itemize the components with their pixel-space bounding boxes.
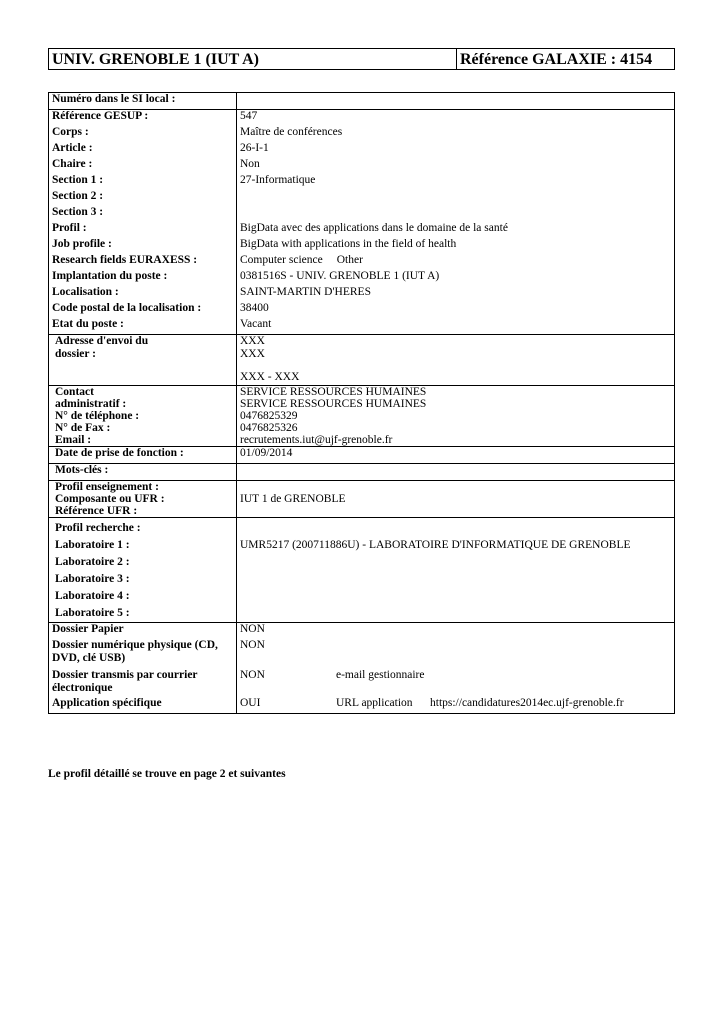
profil-label: Profil : — [49, 222, 237, 238]
table-row — [49, 286, 675, 302]
ref-gesup-label: Référence GESUP : — [49, 110, 237, 127]
dossier-numerique-label: Dossier numérique physique (CD, DVD, clé USB) — [49, 639, 237, 669]
contact-tel: 0476825329 — [240, 410, 298, 422]
dossier-courrier-value — [237, 669, 675, 697]
table-row — [49, 447, 675, 464]
research-fields-label: Research fields EURAXESS : — [49, 254, 237, 270]
galaxie-reference: Référence GALAXIE : 4154 — [460, 51, 653, 68]
table-row — [49, 518, 675, 623]
contact-fax: 0476825326 — [240, 422, 298, 434]
code-postal-label: Code postal de la localisation : — [49, 302, 237, 318]
adresse-value — [237, 335, 675, 386]
contact-label-fax: N° de Fax : — [55, 422, 111, 434]
ref-gesup-value: 547 — [237, 110, 675, 127]
chaire-value: Non — [237, 158, 675, 174]
prise-fonction-value: 01/09/2014 — [237, 447, 675, 464]
table-row — [49, 481, 675, 518]
contact-label-email: Email : — [55, 434, 92, 446]
table-row — [49, 238, 675, 254]
section2-value — [237, 190, 675, 206]
article-value: 26-I-1 — [237, 142, 675, 158]
table-row — [49, 270, 675, 286]
contact-label-admin: administratif : — [55, 398, 127, 410]
chaire-label: Chaire : — [49, 158, 237, 174]
enseignement-label — [49, 481, 237, 518]
adresse-label — [49, 335, 237, 386]
application-value — [237, 697, 675, 714]
lab3-label: Laboratoire 3 : — [55, 573, 130, 585]
job-profile-value: BigData with applications in the field of health — [237, 238, 675, 254]
courrier-extra: e-mail gestionnaire — [336, 669, 425, 681]
table-row — [49, 464, 675, 481]
ref-ufr-label: Référence UFR : — [55, 505, 138, 517]
lab1-value: UMR5217 (200711886U) - LABORATOIRE D'INFORMATIQUE DE GRENOBLE — [240, 539, 631, 551]
composante-label: Composante ou UFR : — [55, 493, 165, 505]
dossier-numerique-value: NON — [237, 639, 675, 669]
table-row — [49, 126, 675, 142]
table-row — [49, 697, 675, 714]
table-row — [49, 335, 675, 386]
corps-label: Corps : — [49, 126, 237, 142]
dossier-papier-label: Dossier Papier — [49, 623, 237, 640]
contact-email: recrutements.iut@ujf-grenoble.fr — [240, 434, 393, 446]
research-field-secondary: Other — [336, 254, 363, 266]
table-row — [49, 206, 675, 222]
contact-label — [49, 386, 237, 447]
contact-value — [237, 386, 675, 447]
contact-label-tel: N° de téléphone : — [55, 410, 140, 422]
research-fields-value — [237, 254, 675, 270]
profil-enseignement-label: Profil enseignement : — [55, 481, 159, 493]
table-row — [49, 190, 675, 206]
localisation-value: SAINT-MARTIN D'HERES — [237, 286, 675, 302]
job-profile-label: Job profile : — [49, 238, 237, 254]
table-row — [49, 254, 675, 270]
table-row — [49, 158, 675, 174]
recherche-label — [49, 518, 237, 623]
section1-value: 27-Informatique — [237, 174, 675, 190]
document-header — [48, 48, 675, 70]
corps-value: Maître de conférences — [237, 126, 675, 142]
section2-label: Section 2 : — [49, 190, 237, 206]
adresse-label-line2: dossier : — [55, 348, 96, 360]
dossier-papier-value: NON — [237, 623, 675, 640]
job-details-table — [48, 92, 675, 714]
footer-note: Le profil détaillé se trouve en page 2 et suivantes — [48, 768, 286, 780]
mots-cles-value — [237, 464, 675, 481]
university-title: UNIV. GRENOBLE 1 (IUT A) — [49, 49, 457, 69]
research-field-primary: Computer science — [240, 254, 323, 266]
implantation-value: 0381516S - UNIV. GRENOBLE 1 (IUT A) — [237, 270, 675, 286]
section1-label: Section 1 : — [49, 174, 237, 190]
table-row — [49, 222, 675, 238]
etat-label: Etat du poste : — [49, 318, 237, 335]
mots-cles-label: Mots-clés : — [49, 464, 237, 481]
prise-fonction-label: Date de prise de fonction : — [49, 447, 237, 464]
url-application-label: URL application — [336, 697, 413, 709]
table-row — [49, 669, 675, 697]
implantation-label: Implantation du poste : — [49, 270, 237, 286]
localisation-label: Localisation : — [49, 286, 237, 302]
adresse-line3: XXX - XXX — [240, 371, 300, 383]
lab4-label: Laboratoire 4 : — [55, 590, 130, 602]
table-row — [49, 386, 675, 447]
application-label: Application spécifique — [49, 697, 237, 714]
lab1-label: Laboratoire 1 : — [55, 539, 130, 551]
contact-name1: SERVICE RESSOURCES HUMAINES — [240, 386, 427, 398]
numero-si-label: Numéro dans le SI local : — [49, 93, 237, 110]
adresse-line1: XXX — [240, 335, 265, 347]
table-row — [49, 318, 675, 335]
code-postal-value: 38400 — [237, 302, 675, 318]
table-row — [49, 110, 675, 127]
table-row — [49, 93, 675, 110]
etat-value: Vacant — [237, 318, 675, 335]
profil-value: BigData avec des applications dans le domaine de la santé — [237, 222, 675, 238]
lab5-label: Laboratoire 5 : — [55, 607, 130, 619]
table-row — [49, 302, 675, 318]
table-row — [49, 639, 675, 669]
table-row — [49, 142, 675, 158]
application-answer: OUI — [240, 697, 261, 709]
section3-label: Section 3 : — [49, 206, 237, 222]
section3-value — [237, 206, 675, 222]
article-label: Article : — [49, 142, 237, 158]
contact-label-title: Contact — [55, 386, 94, 398]
lab2-label: Laboratoire 2 : — [55, 556, 130, 568]
courrier-value: NON — [240, 669, 265, 681]
adresse-label-line1: Adresse d'envoi du — [55, 335, 149, 347]
adresse-line2: XXX — [240, 348, 265, 360]
composante-value: IUT 1 de GRENOBLE — [237, 481, 675, 518]
application-url[interactable]: https://candidatures2014ec.ujf-grenoble.fr — [430, 697, 624, 709]
dossier-courrier-label: Dossier transmis par courrier électronique — [49, 669, 237, 697]
table-row — [49, 174, 675, 190]
table-row — [49, 623, 675, 640]
contact-name2: SERVICE RESSOURCES HUMAINES — [240, 398, 427, 410]
profil-recherche-label: Profil recherche : — [55, 522, 141, 534]
numero-si-value — [237, 93, 675, 110]
recherche-value — [237, 518, 675, 623]
